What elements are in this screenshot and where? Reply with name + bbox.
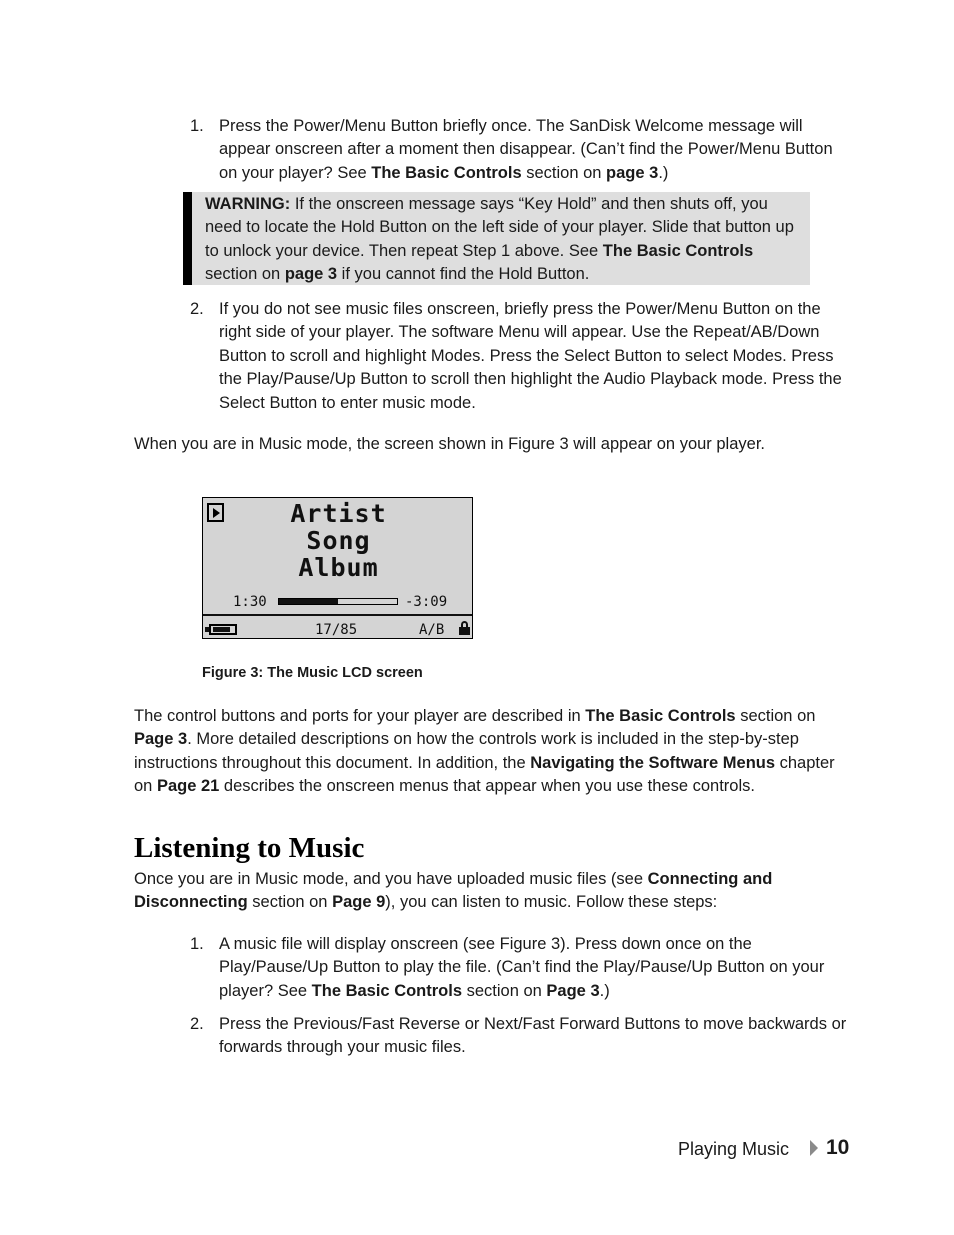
list-text: If you do not see music files onscreen, briefly press the Power/Menu Button on the right side of your player. The software Menu will appear. Use the Repeat/AB/Down Button to scroll and highlight Modes. Press the Select Button to select Modes. Press the Play/Pause/Up Button to scroll then highlight the Audio Playback mode. Press the Select Button to enter music mode. [219,300,842,412]
lcd-song: Song [306,526,371,555]
warning-label: WARNING: [205,195,291,213]
controls-paragraph: The control buttons and ports for your player are described in The Basic Controls section on Page 3. More detailed descriptions on how the controls work is included in the step-by-step instructions throughout this document. In addition, the Navigating the Software Menus chapter on Page 21 describes the onscreen menus that appear when you use these controls. [134,707,835,796]
battery-level [213,627,230,632]
lcd-divider [203,614,472,616]
lcd-screen-figure [202,497,473,639]
list-text: Press the Previous/Fast Reverse or Next/Fast Forward Buttons to move backwards or forwards through your music files. [219,1015,847,1057]
footer-section-label: Playing Music [678,1139,790,1159]
chevron-right-icon [810,1140,818,1156]
list-text: Press the Power/Menu Button briefly once. The SanDisk Welcome message will appear onscreen after a moment then disappear. (Can’t find the Power/Menu Button on your player? See The Basic Controls section on page 3.) [219,117,833,182]
list-number: 1. [190,117,204,135]
lock-icon [459,627,470,635]
lcd-repeat-mode: A/B [419,622,445,638]
lcd-track-count: 17/85 [315,622,358,638]
list-number: 2. [190,300,204,318]
lcd-elapsed-time: 1:30 [233,594,267,610]
battery-icon [209,624,237,635]
lcd-remaining-time: -3:09 [405,594,448,610]
figure-caption: Figure 3: The Music LCD screen [202,665,423,681]
list-number: 2. [190,1015,204,1033]
music-mode-intro: When you are in Music mode, the screen shown in Figure 3 will appear on your player. [134,435,765,453]
list-number: 1. [190,935,204,953]
lcd-progress-fill [279,599,338,604]
lcd-album: Album [298,553,379,582]
list-text: A music file will display onscreen (see Figure 3). Press down once on the Play/Pause/Up Button to play the file. (Can’t find the Play/Pause/Up Button on your player? See The Basic Controls section on Page 3.) [219,935,825,1000]
section-heading: Listening to Music [134,832,365,864]
lcd-progress-bar [278,598,398,605]
warning-text: WARNING: If the onscreen message says “Key Hold” and then shuts off, you need to locate the Hold Button on the left side of your player. Slide that button up to unlock your device. Then repeat Step 1 above. See The Basic Controls section on page 3 if you cannot find the Hold Button. [205,195,794,284]
page-number: 10 [826,1136,850,1159]
lcd-artist: Artist [290,499,387,528]
listening-intro: Once you are in Music mode, and you have uploaded music files (see Connecting and Disconnecting section on Page 9), you can listen to music. Follow these steps: [134,870,773,912]
warning-box [183,192,810,285]
